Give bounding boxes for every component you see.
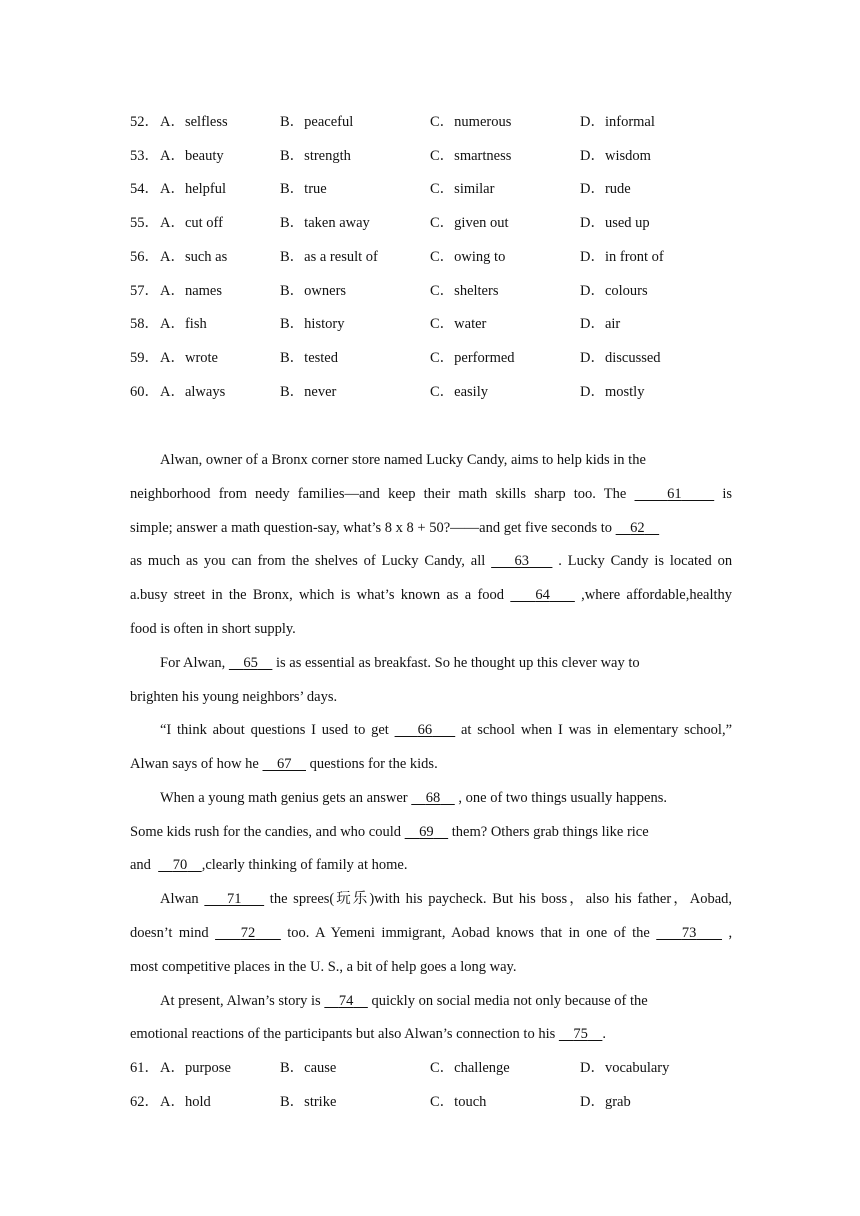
option-b: B．cause (280, 1060, 337, 1076)
option-a: A．hold (160, 1094, 211, 1110)
option-d: D．mostly (580, 384, 645, 400)
option-d: D．used up (580, 215, 650, 231)
option-a: A．such as (160, 249, 228, 265)
blank-75: 75 (573, 1026, 588, 1042)
passage-line: Alwan says of how he 67 questions for the kids. (130, 756, 438, 772)
option-b: B．owners (280, 283, 347, 299)
option-b: B．tested (280, 350, 338, 366)
question-number: 53． (130, 148, 159, 164)
question-number: 58． (130, 316, 159, 332)
question-number: 57． (130, 283, 159, 299)
question-number: 60． (130, 384, 159, 400)
passage-line: “I think about questions I used to get 66 at school when I was in elementary school,” (160, 722, 733, 738)
passage-line: most competitive places in the U. S., a bit of help goes a long way. (130, 959, 517, 975)
option-b: B．strength (280, 148, 351, 164)
passage-line: food is often in short supply. (130, 621, 296, 637)
option-b: B．peaceful (280, 114, 354, 130)
blank-66: 66 (417, 722, 433, 738)
blank-62: 62 (630, 520, 645, 536)
question-number: 61． (130, 1060, 159, 1076)
passage-line: Some kids rush for the candies, and who could 69 them? Others grab things like rice (130, 824, 649, 840)
option-a: A．fish (160, 316, 207, 332)
option-a: A．beauty (160, 148, 224, 164)
passage-line: At present, Alwan’s story is 74 quickly on social media not only because of the (160, 993, 648, 1009)
option-b: B．history (280, 316, 345, 332)
question-number: 54． (130, 181, 159, 197)
question-number: 56． (130, 249, 159, 265)
question-number: 59． (130, 350, 159, 366)
passage-line: emotional reactions of the participants but also Alwan’s connection to his 75 . (130, 1026, 606, 1042)
option-b: B．taken away (280, 215, 370, 231)
blank-71: 71 (226, 891, 242, 907)
blank-64: 64 (535, 587, 550, 603)
option-a: A．selfless (160, 114, 228, 130)
option-d: D．colours (580, 283, 648, 299)
blank-65: 65 (243, 655, 258, 671)
option-c: C．easily (430, 384, 488, 400)
option-c: C．given out (430, 215, 509, 231)
option-c: C．owing to (430, 249, 506, 265)
option-d: D．in front of (580, 249, 664, 265)
option-a: A．cut off (160, 215, 223, 231)
blank-67: 67 (277, 756, 292, 772)
passage-line: and 70 ,clearly thinking of family at home. (130, 857, 408, 873)
question-number: 55． (130, 215, 159, 231)
passage-line: simple; answer a math question-say, what’s 8 x 8 + 50?——and get five seconds to 62 (130, 518, 732, 538)
blank-72: 72 (240, 925, 256, 941)
option-a: A．helpful (160, 181, 227, 197)
option-b: B．true (280, 181, 327, 197)
option-c: C．challenge (430, 1060, 510, 1076)
option-a: A．purpose (160, 1060, 231, 1076)
option-a: A．always (160, 384, 226, 400)
blank-73: 73 (681, 925, 697, 941)
passage-line: as much as you can from the shelves of Lucky Candy, all 63 . Lucky Candy is located on (130, 553, 733, 569)
option-c: C．smartness (430, 148, 512, 164)
blank-63: 63 (514, 553, 530, 569)
passage-line: brighten his young neighbors’ days. (130, 689, 338, 705)
passage-line: When a young math genius gets an answer 68 , one of two things usually happens. (160, 790, 668, 806)
option-d: D．discussed (580, 350, 661, 366)
passage-line: Alwan, owner of a Bronx corner store named Lucky Candy, aims to help kids in the (160, 452, 646, 468)
option-c: C．performed (430, 350, 515, 366)
option-c: C．similar (430, 181, 495, 197)
option-d: D．informal (580, 114, 655, 130)
option-a: A．wrote (160, 350, 218, 366)
option-d: D．rude (580, 181, 631, 197)
option-b: B．strike (280, 1094, 337, 1110)
option-d: D．vocabulary (580, 1060, 670, 1076)
passage-line: neighborhood from needy families—and keep their math skills sharp too. The 61 is (130, 486, 733, 502)
question-number: 52． (130, 114, 159, 130)
passage-line: doesn’t mind 72 too. A Yemeni immigrant, Aobad knows that in one of the 73 , (130, 925, 733, 941)
option-c: C．shelters (430, 283, 499, 299)
option-c: C．numerous (430, 114, 512, 130)
blank-74: 74 (338, 993, 354, 1009)
passage-line: Alwan 71 the sprees(玩乐)with his paycheck. But his boss，also his father，Aobad, (160, 891, 733, 907)
passage-line: a.busy street in the Bronx, which is what’s known as a food 64 ,where affordable,healthy (130, 587, 733, 603)
option-a: A．names (160, 283, 223, 299)
blank-61: 61 (667, 486, 682, 502)
option-c: C．water (430, 316, 487, 332)
blank-70: 70 (172, 857, 188, 873)
option-d: D．wisdom (580, 148, 651, 164)
option-b: B．never (280, 384, 337, 400)
blank-68: 68 (425, 790, 441, 806)
blank-69: 69 (419, 824, 434, 840)
passage-line: For Alwan, 65 is as essential as breakfast. So he thought up this clever way to (160, 655, 640, 671)
option-b: B．as a result of (280, 249, 378, 265)
question-number: 62． (130, 1094, 159, 1110)
option-d: D．grab (580, 1094, 631, 1110)
option-c: C．touch (430, 1094, 487, 1110)
option-d: D．air (580, 316, 621, 332)
